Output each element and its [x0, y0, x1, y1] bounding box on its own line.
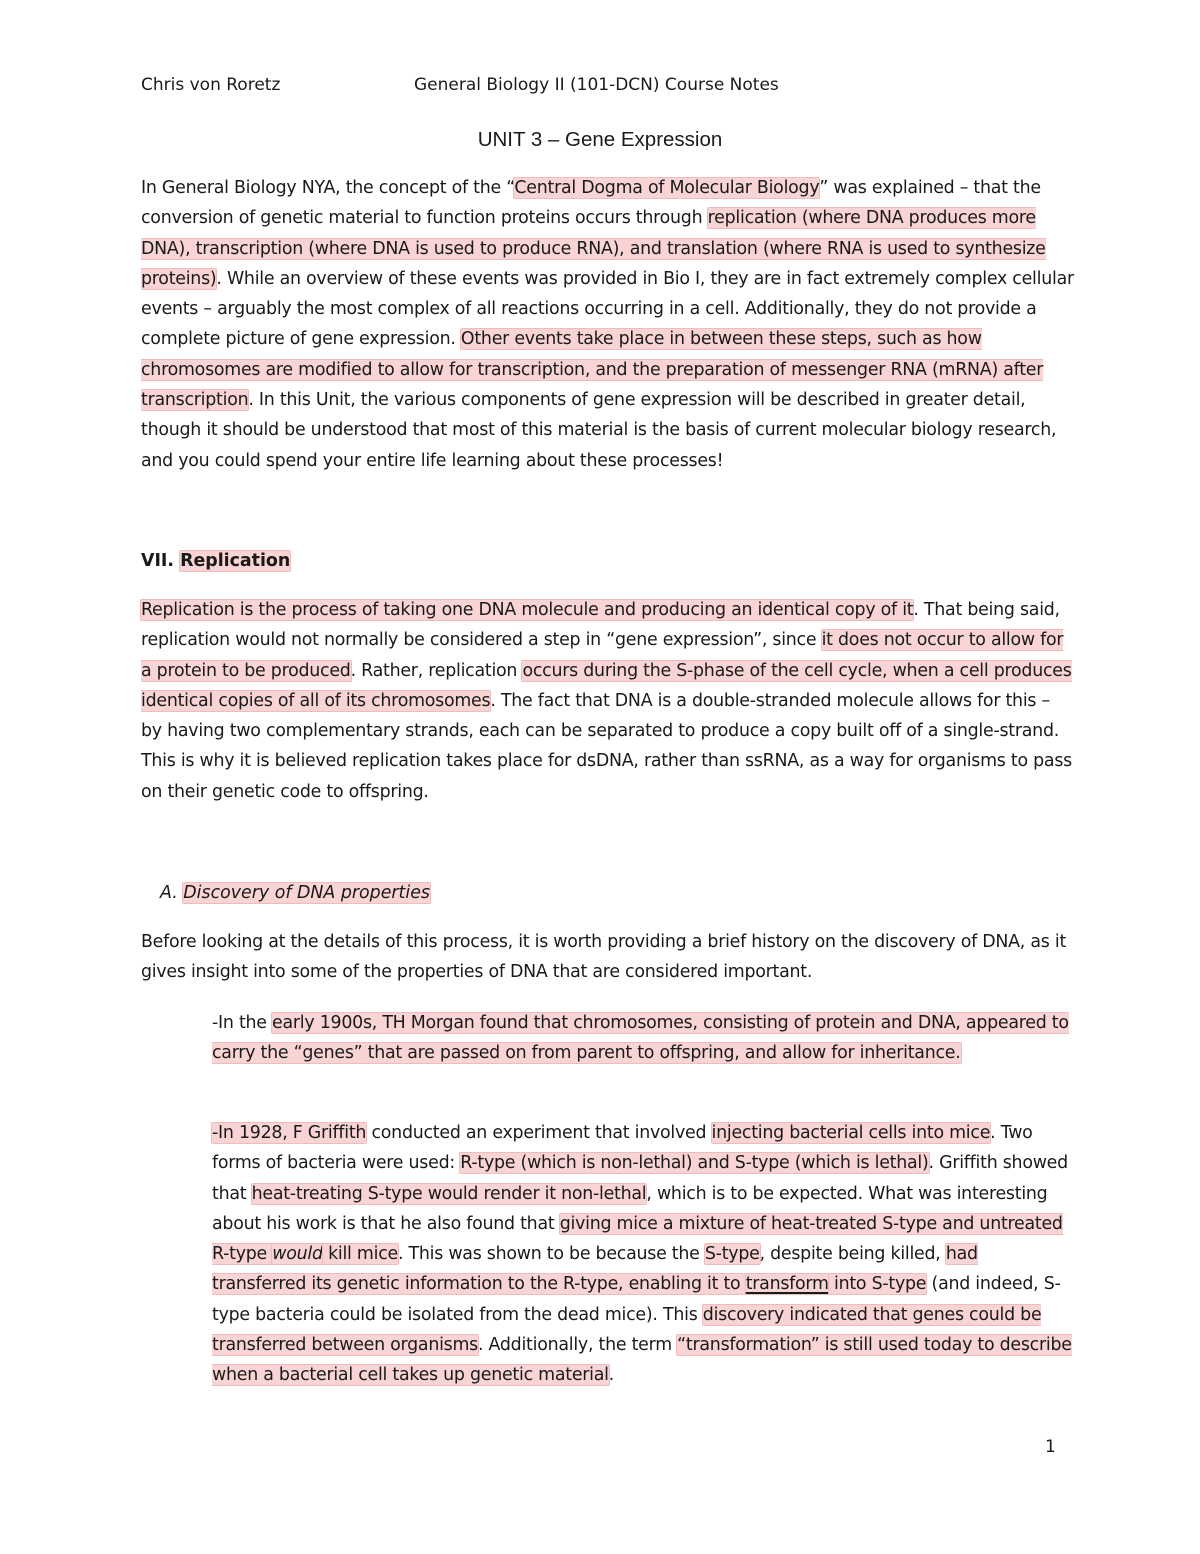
text-run: . Two forms of bacteria were used:: [212, 1123, 1033, 1174]
header-course: General Biology II (101-DCN) Course Notes: [414, 75, 779, 95]
highlight: occurs during the S-phase of the cell cycle, when a cell produces identical copies of all of its chromosomes: [141, 660, 1072, 711]
highlight: giving mice a mixture of heat-treated S-type and untreated R-type: [212, 1213, 1063, 1265]
highlight: into S-type: [828, 1274, 927, 1295]
highlight: discovery indicated that genes could be transferred between organisms: [212, 1304, 1042, 1356]
text-run: . This was shown to be because the: [397, 1244, 705, 1265]
text-run: .: [608, 1365, 615, 1386]
text-run: conducted an experiment that involved: [366, 1123, 712, 1143]
intro-paragraph: [141, 173, 1076, 476]
highlight: kill mice: [322, 1244, 398, 1265]
underlined-term: transform: [745, 1274, 829, 1295]
section-title: Replication: [180, 551, 291, 571]
text-run: , which is to be expected. What was interesting about his work is that he also found that: [212, 1183, 1048, 1234]
text-run: . In this Unit, the various components of gene expression will be described in greater detail, though it should be understood that most of this material is the basis of current molecular biology research, and you could spend your entire life learning about these processes!: [141, 390, 1057, 471]
highlight: early 1900s, TH Morgan found that chromosomes, consisting of protein and DNA, appeared to carry the “genes” that are passed on from parent to offspring, and allow for inheritance.: [212, 1013, 1069, 1064]
unit-title: UNIT 3 – Gene Expression: [477, 128, 723, 151]
subsection-letter: A.: [160, 883, 184, 903]
text-run: . Griffith showed that: [212, 1153, 1068, 1204]
history-paragraph: Before looking at the details of this process, it is worth providing a brief history on the discovery of DNA, as it gives insight into some of the properties of DNA that are considered important.: [141, 932, 1067, 983]
text-run: . The fact that DNA is a double-stranded molecule allows for this – by having two complementary strands, each can be separated to produce a copy built off of a single-strand. This is why it is believed replication takes place for dsDNA, rather than ssRNA, as a way for organisms to pass on their genetic code to offspring.: [141, 690, 1072, 802]
text-run: . Rather, replication: [350, 660, 523, 681]
header-author: Chris von Roretz: [141, 75, 281, 95]
section-heading: [141, 547, 290, 575]
highlight: Replication is the process of taking one DNA molecule and producing an identical copy of it: [141, 600, 914, 620]
highlight: S-type: [704, 1244, 760, 1265]
highlight: injecting bacterial cells into mice: [711, 1123, 991, 1143]
page-number: 1: [1045, 1437, 1056, 1457]
highlight: replication (where DNA produces more DNA), transcription (where DNA is used to produce RNA), and translation (where RNA is used to synthesize proteins): [141, 208, 1046, 289]
highlight: Central Dogma of Molecular Biology: [514, 178, 820, 198]
text-run: (and indeed, S-type bacteria could be isolated from the dead mice). This: [212, 1274, 1061, 1325]
text-run: . That being said, replication would not normally be considered a step in “gene expression”, since: [141, 600, 1060, 651]
subsection-heading: [160, 879, 430, 907]
text-run: In General Biology NYA, the concept of the “: [141, 178, 515, 198]
highlight: R-type (which is non-lethal) and S-type (which is lethal): [460, 1153, 929, 1174]
section-number: VII.: [141, 551, 181, 571]
highlight: had transferred its genetic information to the R-type, enabling it to: [212, 1244, 978, 1295]
highlight: “transformation” is still used today to describe when a bacterial cell takes up genetic material: [212, 1335, 1072, 1386]
bullet-morgan: [212, 1008, 1077, 1069]
text-run: . While an overview of these events was provided in Bio I, they are in fact extremely complex cellular events – arguably the most complex of all reactions occurring in a cell. Additionally, they do not provide a complete picture of gene expression.: [141, 268, 1074, 350]
highlight: heat-treating S-type would render it non-lethal: [251, 1183, 647, 1204]
text-run: , despite being killed,: [759, 1244, 946, 1265]
bullet-griffith: [212, 1118, 1077, 1391]
highlight: Other events take place in between these steps, such as how chromosomes are modified to allow for transcription, and the preparation of messenger RNA (mRNA) after transcription: [141, 329, 1044, 411]
highlight-emphasis: would: [272, 1244, 323, 1265]
text-run: ” was explained – that the conversion of genetic material to function proteins occurs through: [141, 178, 1041, 229]
text-run: -In the: [212, 1013, 273, 1033]
text-run: . Additionally, the term: [477, 1335, 678, 1356]
subsection-title: Discovery of DNA properties: [183, 883, 430, 903]
highlight: it does not occur to allow for a protein to be produced: [141, 630, 1064, 681]
highlight: -In 1928, F Griffith: [212, 1123, 367, 1143]
replication-paragraph: [141, 595, 1076, 807]
